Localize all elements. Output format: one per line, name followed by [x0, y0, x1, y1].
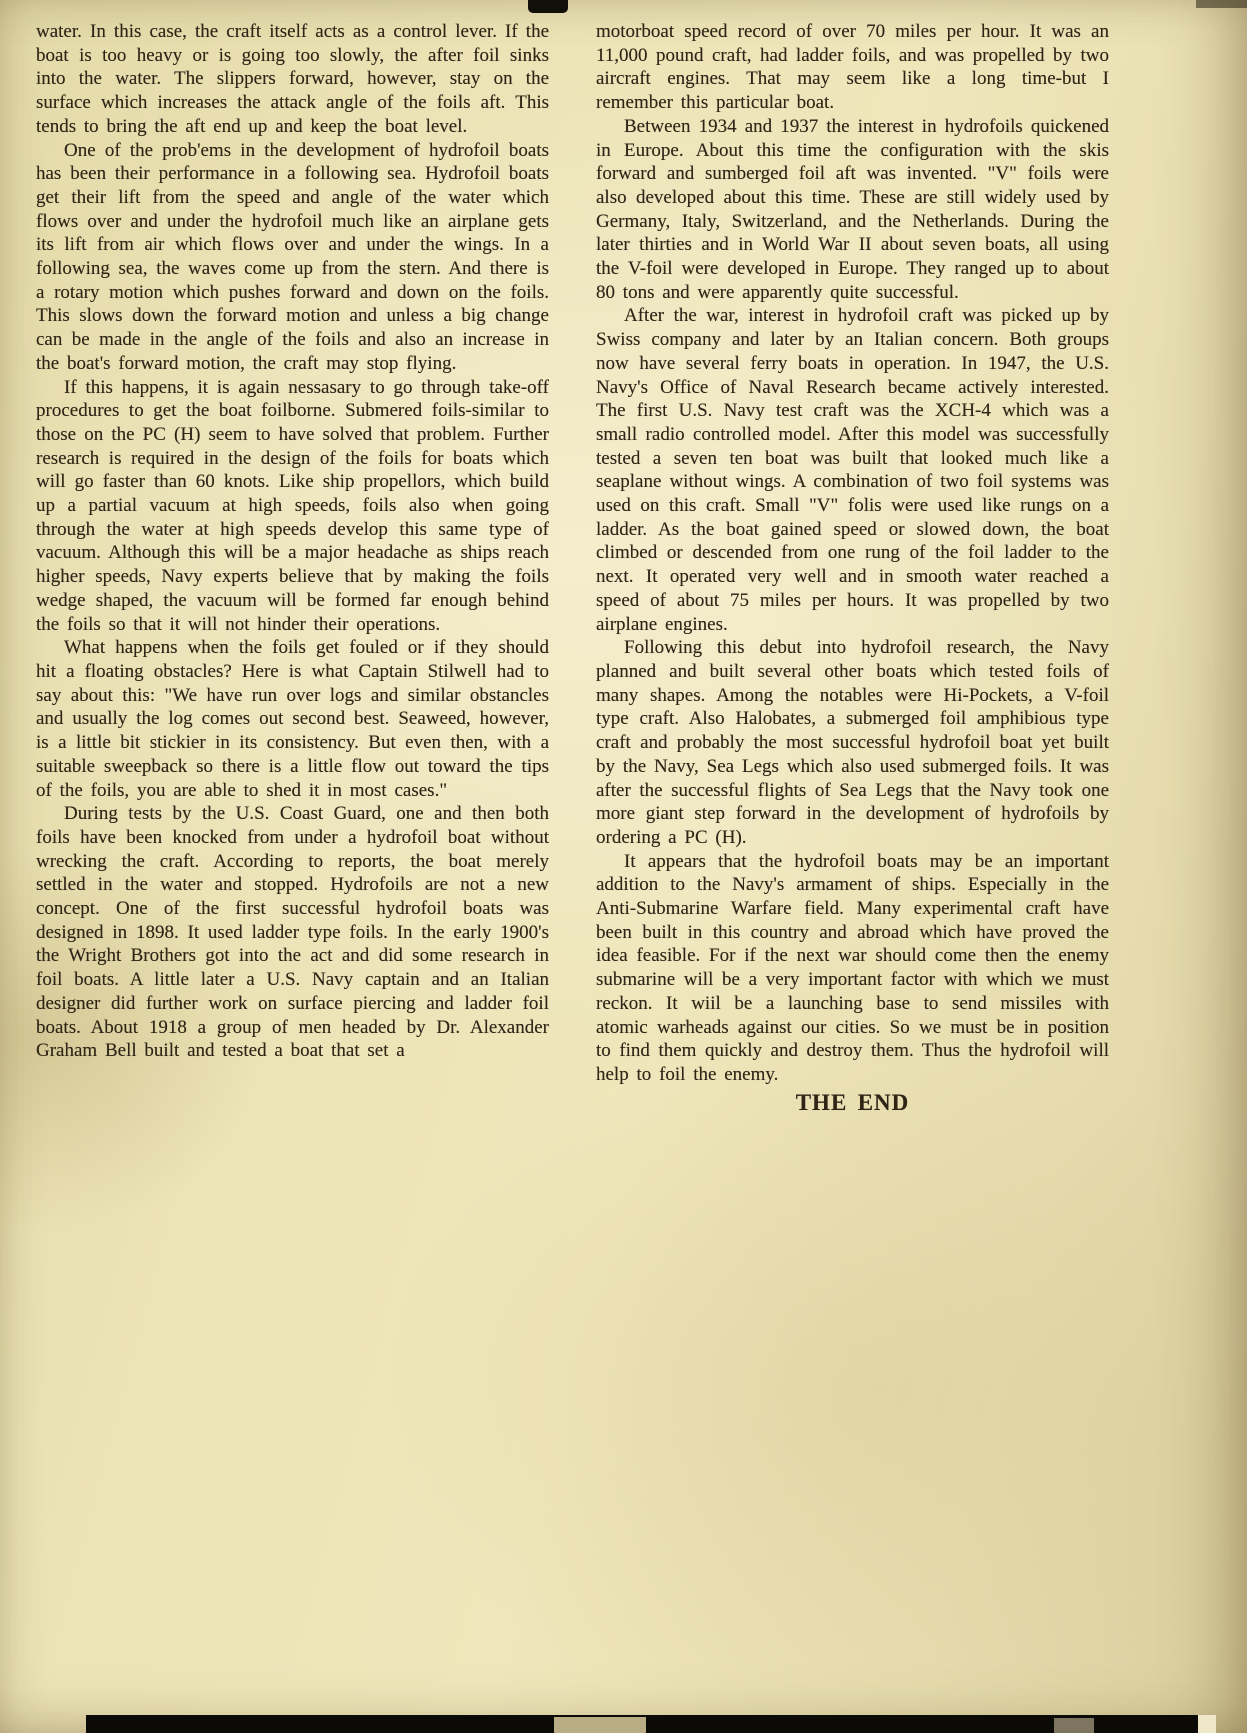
- column-left: [36, 20, 549, 1114]
- paragraph: During tests by the U.S. Coast Guard, one and then both foils have been knocked from under a hydrofoil boat without wrecking the craft. According to reports, the boat merely settled in the water and stopped. Hydrofoils are not a new concept. One of the first successful hydrofoil boats was designed in 1898. It used ladder type foils. In the early 1900's the Wright Brothers got into the act and did some research in foil boats. A little later a U.S. Navy captain and an Italian designer did further work on surface piercing and ladder foil boats. About 1918 a group of men headed by Dr. Alexander Graham Bell built and tested a boat that set a: [36, 803, 549, 1062]
- paragraph: water. In this case, the craft itself acts as a control lever. If the boat is too heavy or is going too slowly, the after foil sinks into the water. The slippers forward, however, stay on the surface which increases the attack angle of the foils aft. This tends to bring the aft end up and keep the boat level.: [36, 21, 549, 137]
- paragraph: If this happens, it is again nessasary to go through take-off procedures to get the boat foilborne. Submered foils-similar to those on the PC (H) seem to have solved that problem. Further research is required in the design of the foils for boats which will go faster than 60 knots. Like ship propellors, which build up a partial vacuum at high speeds, foils also when going through the water at high speeds develop this same type of vacuum. Although this will be a major headache as ships reach higher speeds, Navy experts believe that by making the foils wedge shaped, the vacuum will be formed far enough behind the foils so that it will not hinder their operations.: [36, 376, 549, 635]
- scan-artifact-top-right: [1196, 0, 1247, 8]
- paragraph: After the war, interest in hydrofoil craft was picked up by Swiss company and later by an Italian concern. Both groups now have several ferry boats in operation. In 1947, the U.S. Navy's Office of Naval Research became actively interested. The first U.S. Navy test craft was the XCH-4 which was a small radio controlled model. After this model was successfully tested a seven ten boat was built that looked much like a seaplane without wings. A combination of two foil systems was used on this craft. Small "V" folis were used like rungs on a ladder. As the boat gained speed or slowed down, the boat climbed or descended from one rung of the foil ladder to the next. It operated very well and in smooth water reached a speed of about 75 miles per hours. It was propelled by two airplane engines.: [596, 305, 1109, 635]
- paragraph: Between 1934 and 1937 the interest in hydrofoils quickened in Europe. About this time the configuration with the skis forward and sumberged foil aft was invented. "V" foils were also developed about this time. These are still widely used by Germany, Italy, Switzerland, and the Netherlands. During the later thirties and in World War II about seven boats, all using the V-foil were developed in Europe. They ranged up to about 80 tons and were apparently quite successful.: [596, 115, 1109, 303]
- paragraph: One of the prob'ems in the development of hydrofoil boats has been their performance in a following sea. Hydrofoil boats get their lift from the speed and angle of the water which flows over and under the hydrofoil much like an airplane gets its lift from air which flows over and under the wings. In a following sea, the waves come up from the stern. And there is a rotary motion which pushes forward and down on the foils. This slows down the forward motion and unless a big change can be made in the angle of the foils and also an increase in the boat's forward motion, the craft may stop flying.: [36, 139, 549, 374]
- paragraph: Following this debut into hydrofoil research, the Navy planned and built several other boats which tested foils of many shapes. Among the notables were Hi-Pockets, a V-foil type craft. Also Halobates, a submerged foil amphibious type craft and probably the most successful hydrofoil boat yet built by the Navy, Sea Legs which also used submerged foils. It was after the successful flights of Sea Legs that the Navy took one more giant step forward in the development of hydrofoils by ordering a PC (H).: [596, 637, 1109, 848]
- scan-artifact-bottom-gap: [1054, 1718, 1094, 1733]
- column-right: [596, 20, 1109, 1114]
- scan-artifact-bottom-gap: [554, 1717, 646, 1733]
- paragraph: What happens when the foils get fouled or if they should hit a floating obstacles? Here is what Captain Stilwell had to say about this: "We have run over logs and similar obstancles and usually the log comes out second best. Seaweed, however, is a little bit stickier in its consistency. But even then, with a suitable sweepback so there is a little flow out toward the tips of the foils, you are able to shed it in most cases.": [36, 637, 549, 801]
- scan-artifact-bottom-bar: [86, 1715, 1216, 1733]
- scan-artifact-bottom-corner: [1198, 1715, 1216, 1733]
- paragraph: motorboat speed record of over 70 miles per hour. It was an 11,000 pound craft, had ladder foils, and was propelled by two aircraft engines. That may seem like a long time-but I remember this particular boat.: [596, 21, 1109, 114]
- scan-artifact-top: [528, 0, 568, 13]
- paragraph: It appears that the hydrofoil boats may be an important addition to the Navy's armament of ships. Especially in the Anti-Submarine Warfare field. Many experimental craft have been built in this country and abroad which have proved the idea feasible. For if the next war should come then the enemy submarine will be a very important factor with which we must reckon. It wiil be a launching base to send missiles with atomic warheads against our cities. So we must be in position to find them quickly and destroy them. Thus the hydrofoil will help to foil the enemy.: [596, 850, 1109, 1085]
- the-end-label: THE END: [795, 1089, 910, 1115]
